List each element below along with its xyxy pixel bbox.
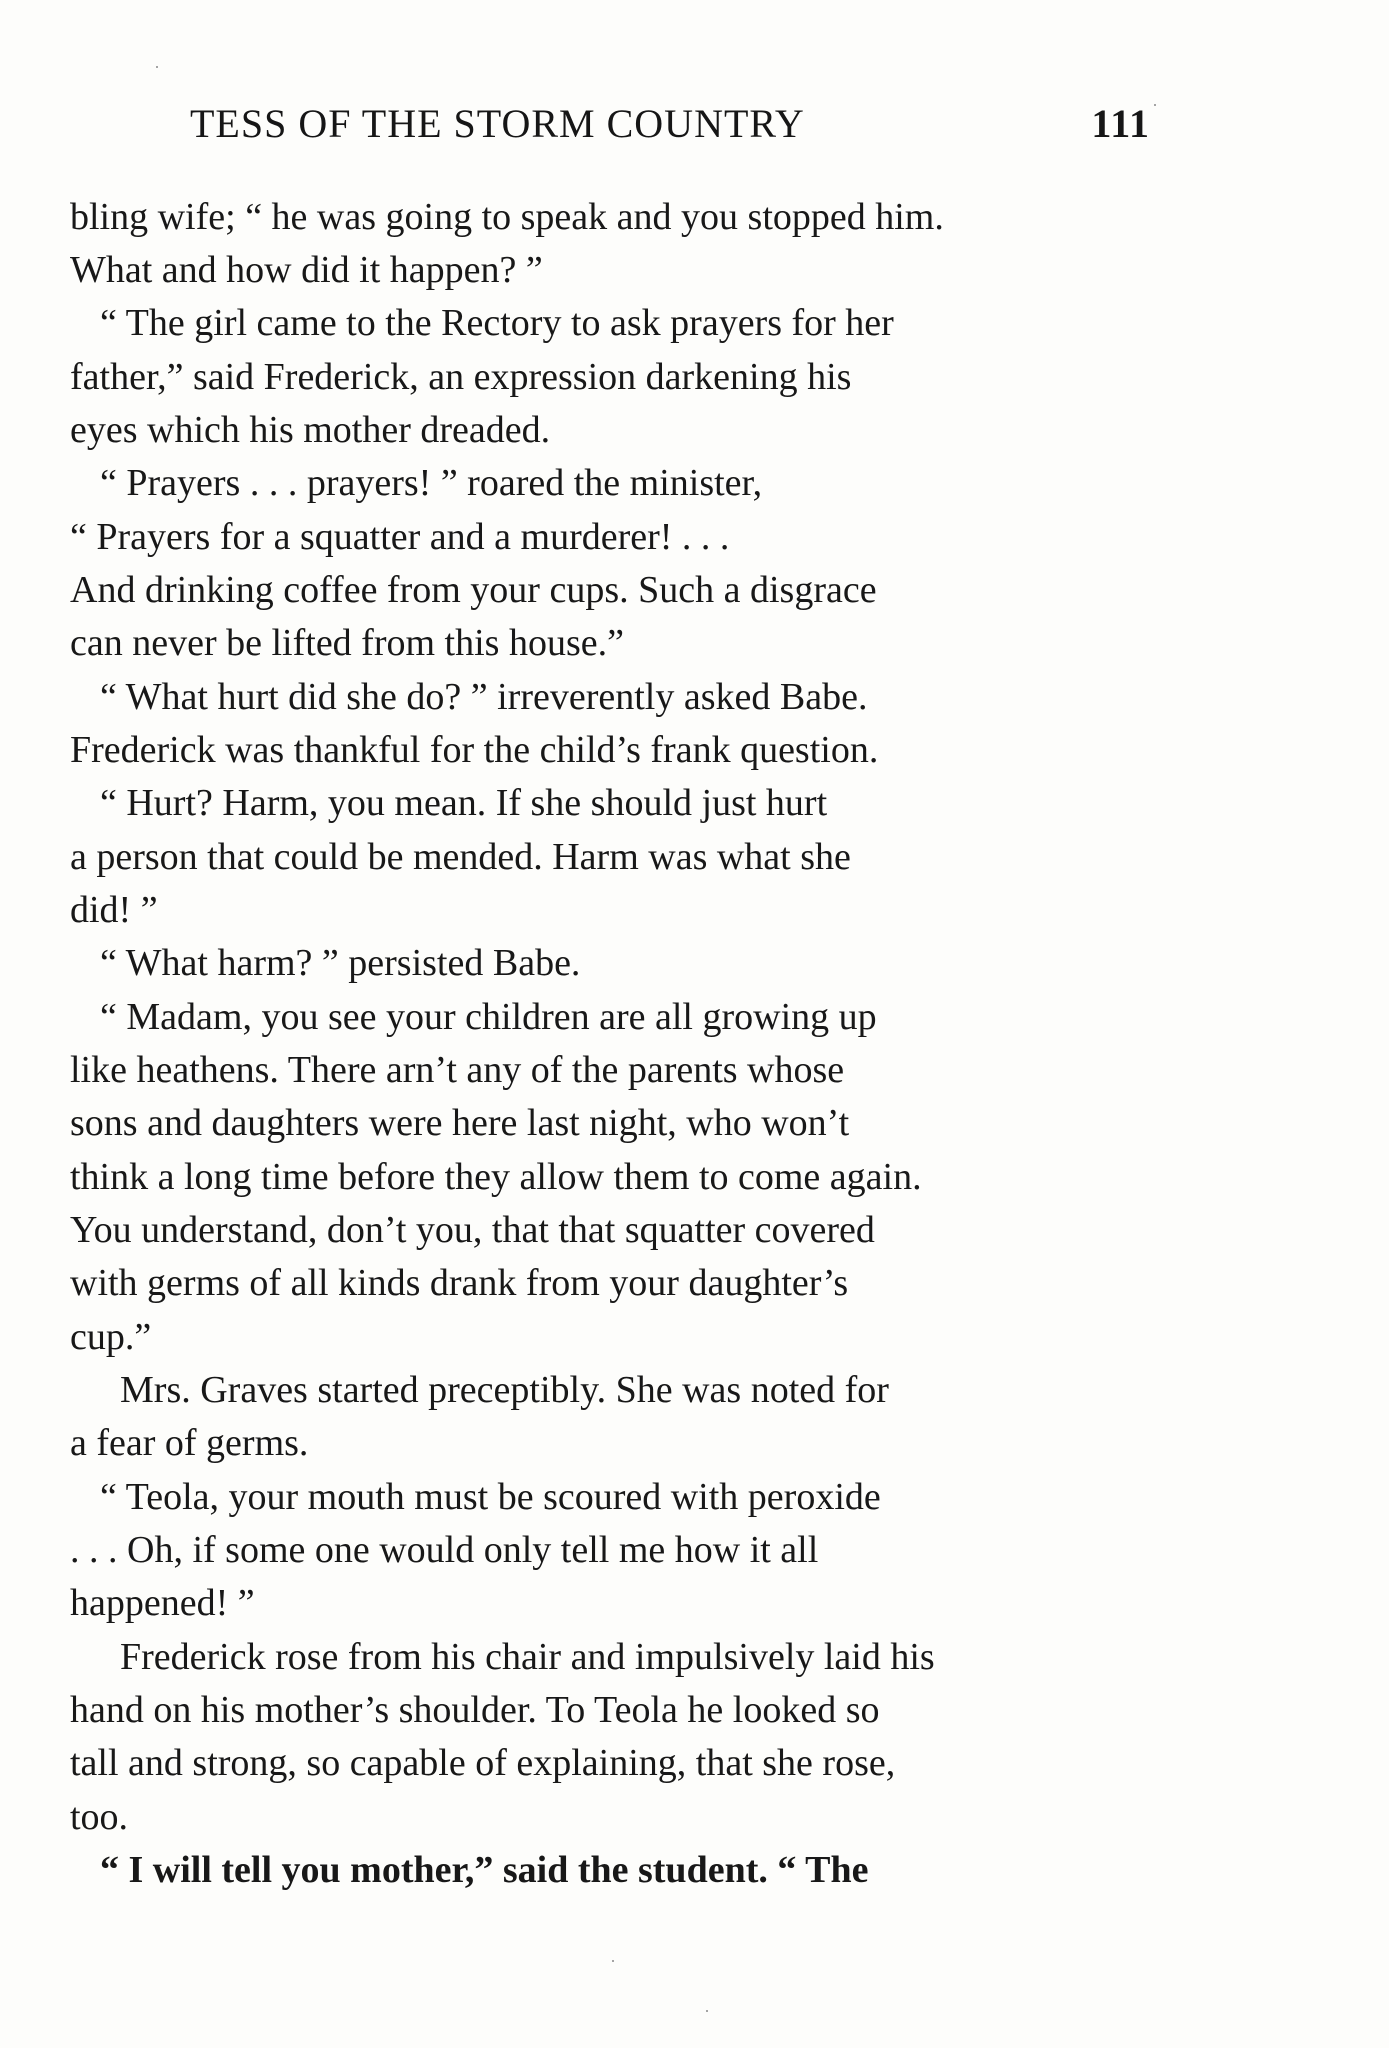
text-line: can never be lifted from this house.”: [70, 622, 624, 664]
text-line: eyes which his mother dreaded.: [70, 409, 551, 451]
text-line: “ Hurt? Harm, you mean. If she should just hurt: [100, 782, 828, 824]
text-line: “ Teola, your mouth must be scoured with peroxide: [100, 1476, 881, 1518]
text-line: You understand, don’t you, that that squatter covered: [70, 1209, 875, 1251]
text-line: Frederick was thankful for the child’s frank question.: [70, 729, 879, 771]
paper-speck: [612, 1960, 614, 1962]
text-line: did! ”: [70, 889, 158, 931]
text-line: Frederick rose from his chair and impulsively laid his: [120, 1636, 935, 1678]
text-line: cup.”: [70, 1316, 152, 1358]
text-line: happened! ”: [70, 1582, 255, 1624]
text-line: too.: [70, 1796, 129, 1838]
running-head: [190, 100, 1150, 150]
text-line: sons and daughters were here last night, who won’t: [70, 1102, 850, 1144]
text-line: “ What hurt did she do? ” irreverently asked Babe.: [100, 676, 868, 718]
text-line: . . . Oh, if some one would only tell me how it all: [70, 1529, 819, 1571]
text-line: “ I will tell you mother,” said the student. “ The: [100, 1849, 869, 1891]
text-line: Mrs. Graves started preceptibly. She was noted for: [120, 1369, 889, 1411]
text-line: father,” said Frederick, an expression darkening his: [70, 356, 852, 398]
text-line: hand on his mother’s shoulder. To Teola he looked so: [70, 1689, 880, 1731]
text-line: What and how did it happen? ”: [70, 249, 543, 291]
paper-speck: [706, 2010, 708, 2012]
text-line: And drinking coffee from your cups. Such a disgrace: [70, 569, 877, 611]
paper-speck: [1154, 104, 1156, 106]
text-line: tall and strong, so capable of explaining, that she rose,: [70, 1742, 896, 1784]
text-line: like heathens. There arn’t any of the parents whose: [70, 1049, 845, 1091]
text-line: “ Madam, you see your children are all growing up: [100, 996, 877, 1038]
text-line: “ Prayers . . . prayers! ” roared the minister,: [100, 462, 763, 504]
running-head-title: TESS OF THE STORM COUNTRY: [190, 101, 805, 146]
paper-speck: [156, 66, 158, 68]
text-line: “ What harm? ” persisted Babe.: [100, 942, 581, 984]
text-line: with germs of all kinds drank from your daughter’s: [70, 1262, 849, 1304]
text-line: bling wife; “ he was going to speak and you stopped him.: [70, 196, 944, 238]
text-line: a fear of germs.: [70, 1422, 309, 1464]
text-line: “ Prayers for a squatter and a murderer! . . .: [70, 516, 730, 558]
page-number: 111: [1091, 101, 1150, 146]
text-line: a person that could be mended. Harm was what she: [70, 836, 851, 878]
text-line: “ The girl came to the Rectory to ask prayers for her: [100, 302, 894, 344]
text-line: think a long time before they allow them to come again.: [70, 1156, 922, 1198]
